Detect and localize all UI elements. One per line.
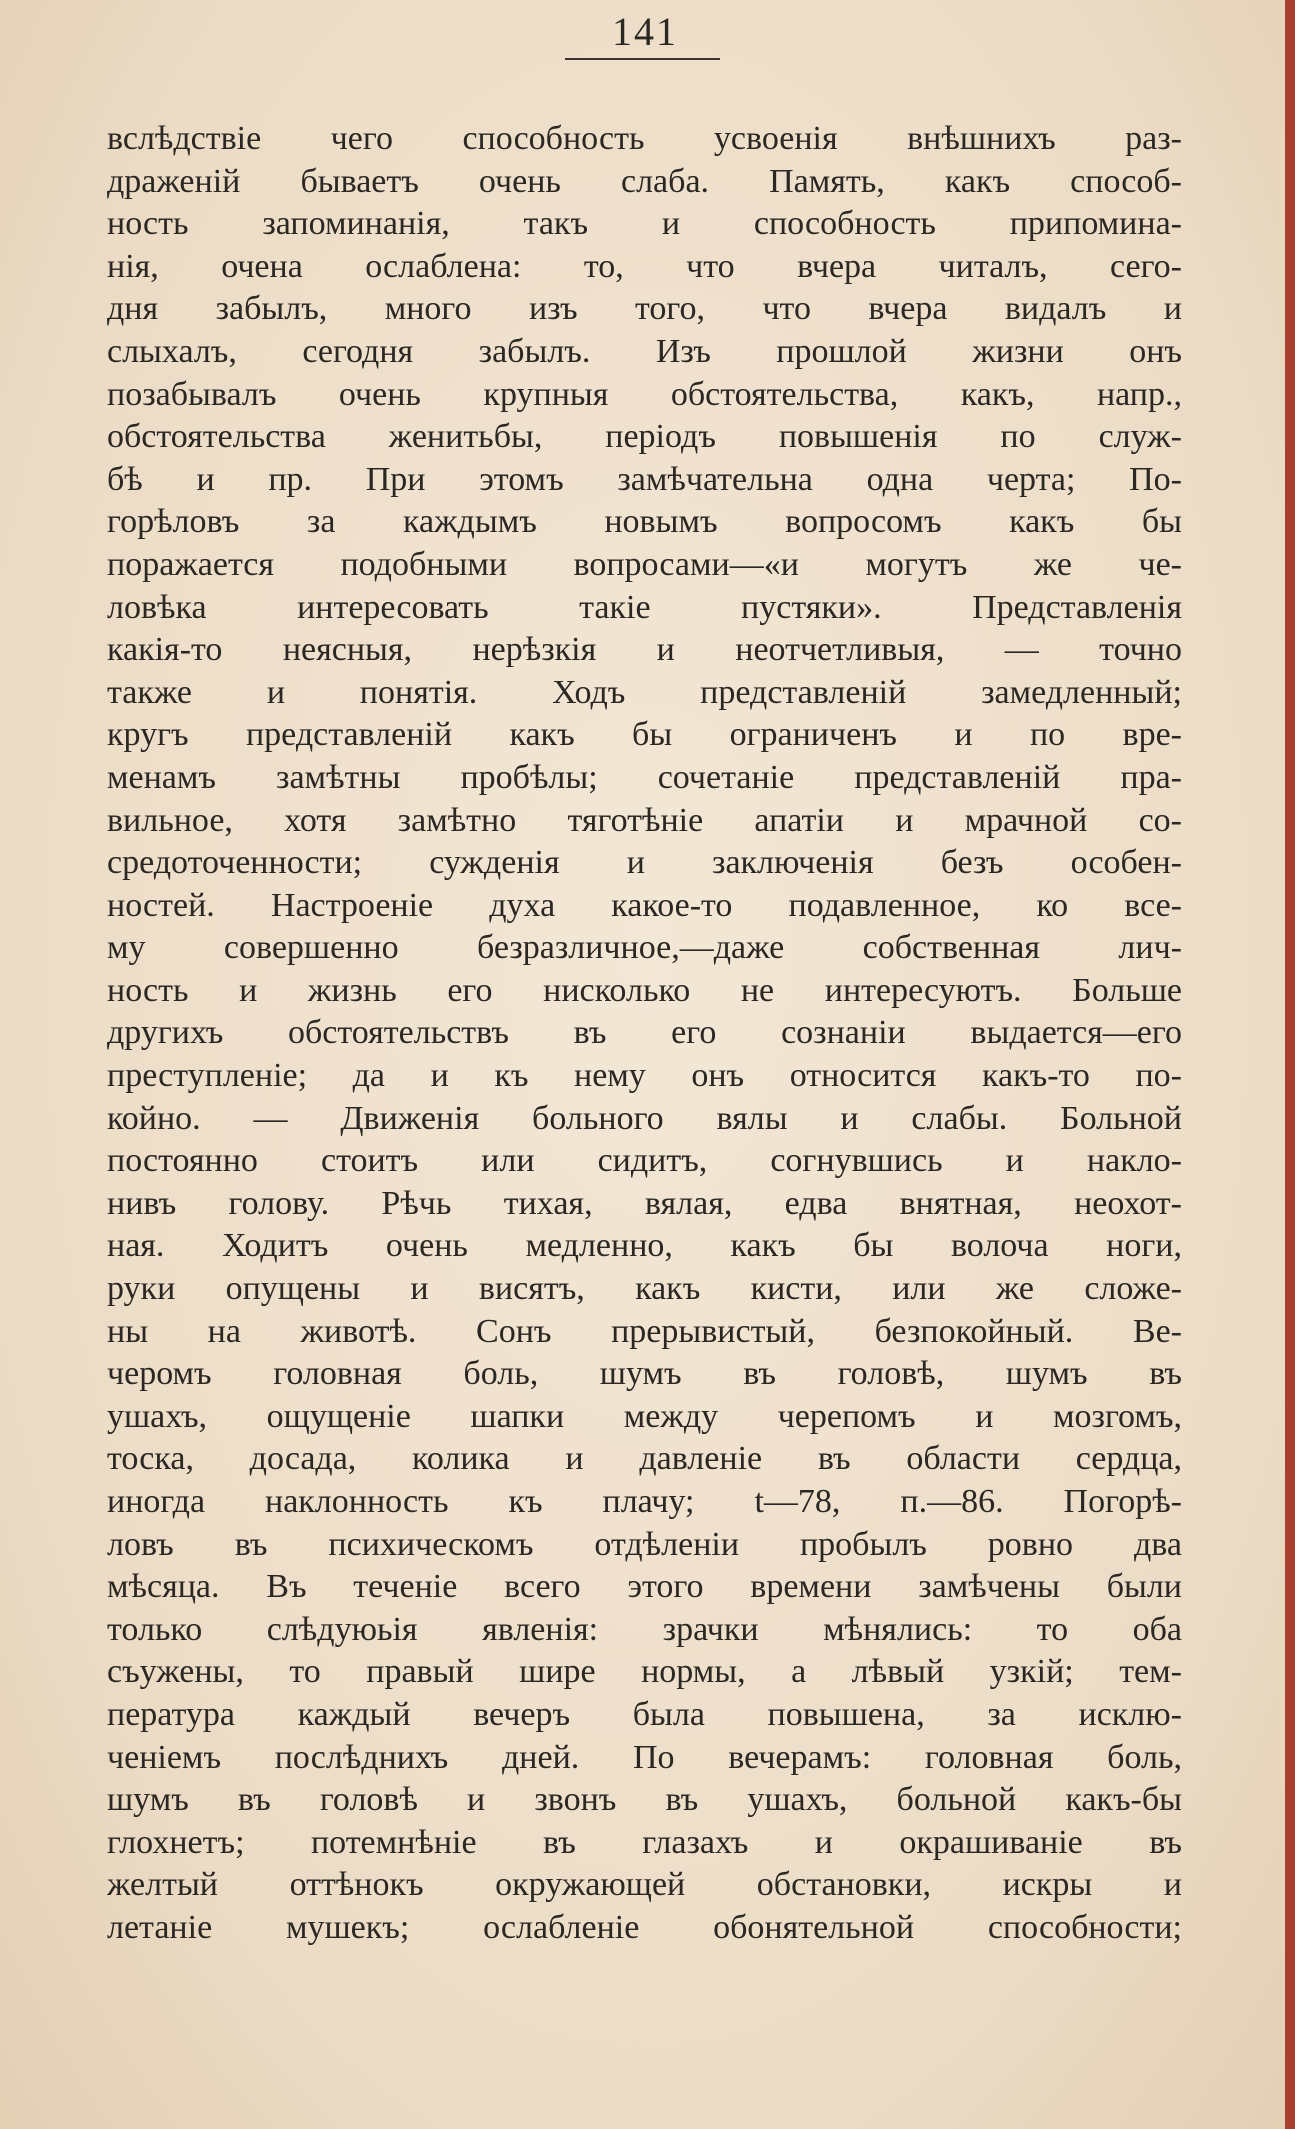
text-line: менамъ замѣтны пробѣлы; сочетаніе представленій пра- bbox=[107, 758, 1182, 796]
page-edge bbox=[1285, 0, 1295, 2129]
text-line: кругъ представленій какъ бы ограниченъ и по вре- bbox=[107, 716, 1182, 754]
text-line: бѣ и пр. При этомъ замѣчательна одна черта; По- bbox=[107, 460, 1182, 498]
text-line: мѣсяца. Въ теченіе всего этого времени замѣчены были bbox=[107, 1568, 1182, 1606]
text-line: нивъ голову. Рѣчь тихая, вялая, едва внятная, неохот- bbox=[107, 1184, 1182, 1222]
text-line: горѣловъ за каждымъ новымъ вопросомъ какъ бы bbox=[107, 503, 1182, 541]
text-line: постоянно стоитъ или сидитъ, согнувшись и накло- bbox=[107, 1142, 1182, 1180]
text-line: обстоятельства женитьбы, періодъ повышенія по служ- bbox=[107, 418, 1182, 456]
text-line: глохнетъ; потемнѣніе въ глазахъ и окрашиваніе въ bbox=[107, 1823, 1182, 1861]
text-line: только слѣдуюьія явленія: зрачки мѣнялись: то оба bbox=[107, 1610, 1182, 1648]
text-line: вслѣдствіе чего способность усвоенія внѣшнихъ раз- bbox=[107, 120, 1182, 157]
text-line: ловъ въ психическомъ отдѣленіи пробылъ ровно два bbox=[107, 1525, 1182, 1563]
text-line: какія-то неясныя, нерѣзкія и неотчетливыя, — точно bbox=[107, 631, 1182, 669]
text-line: дня забылъ, много изъ того, что вчера видалъ и bbox=[107, 290, 1182, 328]
body-text bbox=[107, 118, 1182, 1950]
text-line: ная. Ходитъ очень медленно, какъ бы волоча ноги, bbox=[107, 1227, 1182, 1265]
text-line: драженій бываетъ очень слаба. Память, какъ способ- bbox=[107, 162, 1182, 200]
text-line: поражается подобными вопросами—«и могутъ же че- bbox=[107, 545, 1182, 583]
text-line: черомъ головная боль, шумъ въ головѣ, шумъ въ bbox=[107, 1355, 1182, 1393]
text-line: ченіемъ послѣднихъ дней. По вечерамъ: головная боль, bbox=[107, 1738, 1182, 1776]
text-line: позабывалъ очень крупныя обстоятельства, какъ, напр., bbox=[107, 375, 1182, 413]
text-line: пература каждый вечеръ была повышена, за исклю- bbox=[107, 1695, 1182, 1733]
text-line: ность запоминанія, такъ и способность припомина- bbox=[107, 205, 1182, 243]
text-line: съужены, то правый шире нормы, а лѣвый узкій; тем- bbox=[107, 1653, 1182, 1691]
text-line: ушахъ, ощущеніе шапки между черепомъ и мозгомъ, bbox=[107, 1397, 1182, 1435]
text-line: желтый оттѣнокъ окружающей обстановки, искры и bbox=[107, 1866, 1182, 1904]
text-line: тоска, досада, колика и давленіе въ области сердца, bbox=[107, 1440, 1182, 1478]
text-line: койно. — Движенія больного вялы и слабы. Больной bbox=[107, 1099, 1182, 1137]
text-line: преступленіе; да и къ нему онъ относится какъ-то по- bbox=[107, 1057, 1182, 1095]
text-line: ны на животѣ. Сонъ прерывистый, безпокойный. Ве- bbox=[107, 1312, 1182, 1350]
text-line: средоточенности; сужденія и заключенія безъ особен- bbox=[107, 844, 1182, 882]
text-line: шумъ въ головѣ и звонъ въ ушахъ, больной какъ-бы bbox=[107, 1781, 1182, 1819]
text-line: вильное, хотя замѣтно тяготѣніе апатіи и мрачной со- bbox=[107, 801, 1182, 839]
page-number-rule bbox=[565, 58, 720, 60]
text-line: руки опущены и висятъ, какъ кисти, или же сложе- bbox=[107, 1270, 1182, 1308]
text-line: также и понятія. Ходъ представленій замедленный; bbox=[107, 673, 1182, 711]
text-line: му совершенно безразличное,—даже собственная лич- bbox=[107, 929, 1182, 967]
text-line: ность и жизнь его нисколько не интересуютъ. Больше bbox=[107, 971, 1182, 1009]
text-line: ловѣка интересовать такіе пустяки». Представленія bbox=[107, 588, 1182, 626]
text-line: нія, очена ослаблена: то, что вчера читалъ, сего- bbox=[107, 247, 1182, 285]
text-line: ностей. Настроеніе духа какое-то подавленное, ко все- bbox=[107, 886, 1182, 924]
text-line: иногда наклонность къ плачу; t—78, п.—86. Погорѣ- bbox=[107, 1483, 1182, 1520]
page-number: 141 bbox=[612, 9, 678, 54]
text-line: летаніе мушекъ; ослабленіе обонятельной способности; bbox=[107, 1908, 1182, 1946]
text-line: слыхалъ, сегодня забылъ. Изъ прошлой жизни онъ bbox=[107, 332, 1182, 370]
text-line: другихъ обстоятельствъ въ его сознаніи выдается—его bbox=[107, 1014, 1182, 1052]
